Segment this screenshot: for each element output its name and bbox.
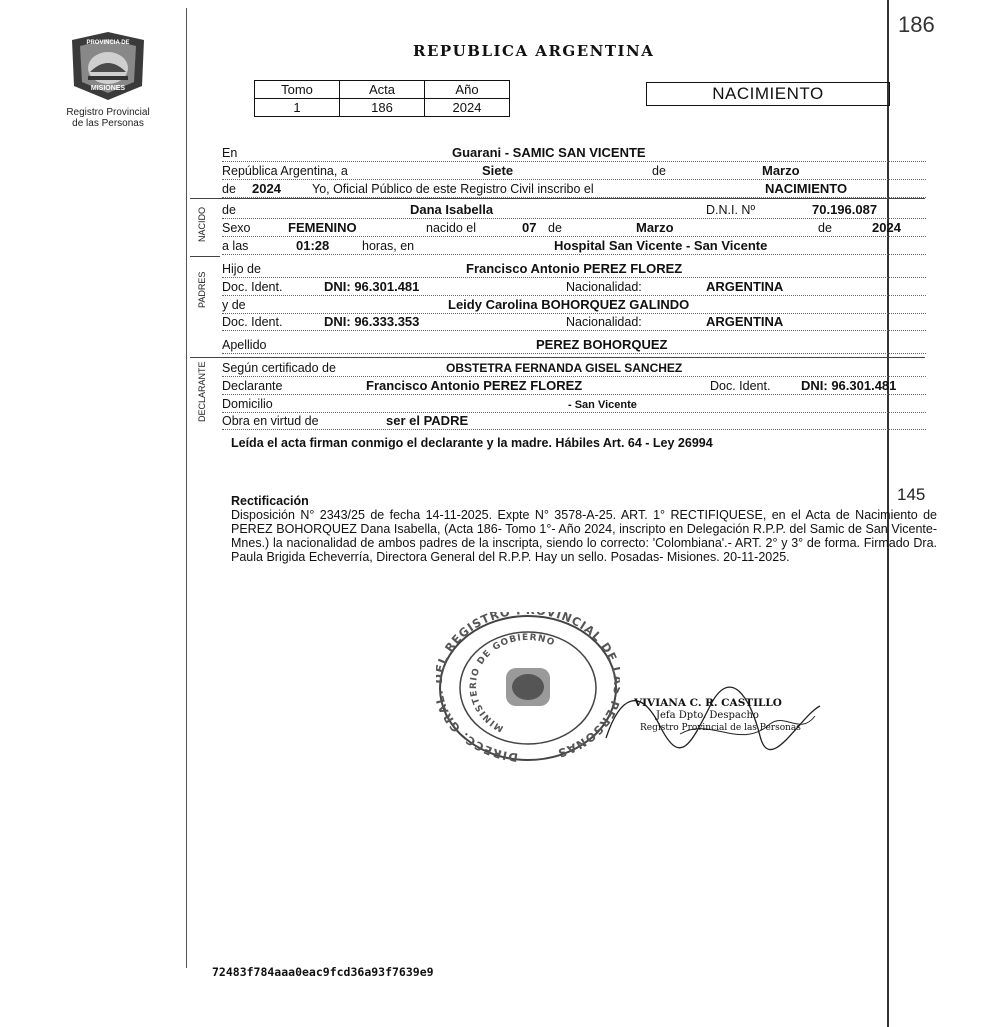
inscribo-value: NACIMIENTO — [765, 181, 848, 196]
declarante-label: Declarante — [222, 379, 283, 393]
anio-nacimiento: 2024 — [872, 220, 901, 235]
provincial-seal-icon — [58, 30, 158, 102]
padre-nac-value: ARGENTINA — [706, 279, 784, 294]
madre-doc-label: Doc. Ident. — [222, 315, 283, 329]
signer-name: VIVIANA C. R. CASTILLO — [634, 697, 782, 709]
apellido-value: PEREZ BOHORQUEZ — [536, 337, 668, 352]
a-las-label: a las — [222, 239, 249, 253]
signer-org: Registro Provincial de las Personas — [640, 723, 801, 733]
acta-value: 186 — [340, 99, 425, 117]
registry-caption-line1: Registro Provincial — [66, 107, 150, 118]
mes-acta: Marzo — [762, 163, 800, 178]
seal-bottom-text: MISIONES — [90, 85, 126, 92]
row-padre — [222, 260, 926, 278]
lugar-value: Hospital San Vicente - San Vicente — [554, 238, 768, 253]
de4-label: de — [818, 221, 832, 235]
obra-label: Obra en virtud de — [222, 414, 319, 428]
dni-label: D.N.I. Nº — [706, 203, 756, 217]
de3-label: de — [548, 221, 562, 235]
section-label-nacido: NACIDO — [197, 206, 207, 242]
row-madre — [222, 296, 926, 314]
row-madre-doc — [222, 313, 926, 331]
official-stamp — [436, 612, 620, 764]
madre-value: Leidy Carolina BOHORQUEZ GALINDO — [448, 297, 690, 312]
inscribo-text: Yo, Oficial Público de este Registro Civil inscribo el — [312, 182, 594, 196]
tomo-value: 1 — [255, 99, 340, 117]
en-label: En — [222, 146, 238, 160]
republica-label: República Argentina, a — [222, 164, 348, 178]
document-title: REPUBLICA ARGENTINA — [413, 42, 655, 60]
padre-value: Francisco Antonio PEREZ FLOREZ — [466, 261, 683, 276]
row-declarante — [222, 377, 926, 395]
section-divider-nacido — [190, 256, 220, 257]
tomo-header: Tomo — [255, 81, 340, 99]
de-label: de — [652, 164, 666, 178]
document-hash: 72483f784aaa0eac9fcd36a93f7639e9 — [212, 965, 434, 979]
rectificacion-body: Disposición N° 2343/25 de fecha 14-11-2025. Expte N° 3578-A-25. ART. 1° RECTIFIQUESE, en el Acta de Nacimiento de PEREZ BOHORQUEZ Dana Isabella, (Acta 186- Tomo 1°- Año 2024, inscripto en Delegación R.P.P. del Samic de San Vicente- Mnes.) la nacionalidad de ambos padres de la inscripta, siendo lo correcto: 'Colombiana'.- ART. 2° y 3° de forma. Firmado Dra. Paula Brigida Echeverría, Directora General del R.P.P. Hay un sello. Posadas- Misiones. 20-11-2025. — [231, 508, 937, 564]
dni-value: 70.196.087 — [812, 202, 878, 217]
declarante-value: Francisco Antonio PEREZ FLOREZ — [366, 378, 583, 393]
declarante-doc-label: Doc. Ident. — [710, 379, 771, 393]
rectificacion-number: 145 — [897, 485, 926, 504]
rectificacion-title: Rectificación — [231, 494, 309, 508]
certificado-value: OBSTETRA FERNANDA GISEL SANCHEZ — [446, 361, 683, 375]
section-divider-padres — [190, 357, 925, 358]
stamp-ring-text: DIRECC. GRA L REGISTRO VINCIAL DE ERSONAS — [436, 612, 620, 764]
seal-top-text: PROVINCIA DE — [86, 40, 130, 46]
padre-nac-label: Nacionalidad: — [566, 280, 642, 294]
madre-nac-label: Nacionalidad: — [566, 315, 642, 329]
nacido-el-label: nacido el — [426, 221, 477, 235]
nombre-label: de — [222, 203, 236, 217]
anio-value: 2024 — [425, 99, 510, 117]
domicilio-value: - San Vicente — [568, 399, 637, 411]
de2-label: de — [222, 182, 236, 196]
row-en — [222, 144, 926, 162]
signer-role: Jefa Dpto. Despacho — [656, 710, 759, 721]
page-number: 186 — [898, 12, 935, 37]
row-fecha-acta — [222, 162, 926, 180]
record-type-box: NACIMIENTO — [646, 82, 890, 106]
left-margin-rule — [186, 8, 187, 968]
stamp-inner-text: MINISTERIO DE GOBIERNO — [468, 632, 557, 734]
en-value: Guarani - SAMIC SAN VICENTE — [452, 145, 646, 160]
record-reference-table — [254, 80, 510, 117]
row-hora-lugar — [222, 237, 926, 255]
row-nombre — [222, 201, 926, 219]
padre-doc-label: Doc. Ident. — [222, 280, 283, 294]
row-inscribo — [222, 180, 926, 198]
madre-nac-value: ARGENTINA — [706, 314, 784, 329]
y-de-label: y de — [222, 298, 246, 312]
certificado-label: Según certificado de — [222, 361, 336, 375]
declarante-doc-value: DNI: 96.301.481 — [801, 378, 897, 393]
apellido-label: Apellido — [222, 338, 267, 352]
dia-texto: Siete — [482, 163, 514, 178]
row-sexo — [222, 219, 926, 237]
row-certificado — [222, 359, 926, 377]
obra-value: ser el PADRE — [386, 413, 469, 428]
section-label-padres: PADRES — [197, 271, 207, 308]
nombre-value: Dana Isabella — [410, 202, 494, 217]
acta-header: Acta — [340, 81, 425, 99]
domicilio-label: Domicilio — [222, 397, 273, 411]
registry-logo — [58, 30, 158, 129]
hijo-label: Hijo de — [222, 262, 261, 276]
registry-caption-line2: de las Personas — [72, 118, 144, 129]
horas-en-label: horas, en — [362, 239, 415, 253]
row-obra — [222, 412, 926, 430]
dia-nacimiento: 07 — [522, 220, 537, 235]
anio-acta: 2024 — [252, 181, 281, 196]
stamp-seal-icon — [436, 612, 620, 764]
row-domicilio — [222, 395, 926, 413]
section-divider-top — [190, 198, 925, 199]
section-label-declarante: DECLARANTE — [197, 361, 207, 422]
sexo-label: Sexo — [222, 221, 251, 235]
anio-header: Año — [425, 81, 510, 99]
madre-doc-value: DNI: 96.333.353 — [324, 314, 420, 329]
sexo-value: FEMENINO — [288, 220, 357, 235]
row-padre-doc — [222, 278, 926, 296]
hora-value: 01:28 — [296, 238, 330, 253]
row-apellido — [222, 336, 926, 354]
closing-note: Leída el acta firman conmigo el declarante y la madre. Hábiles Art. 64 - Ley 26994 — [231, 436, 713, 450]
mes-nacimiento: Marzo — [636, 220, 674, 235]
padre-doc-value: DNI: 96.301.481 — [324, 279, 420, 294]
